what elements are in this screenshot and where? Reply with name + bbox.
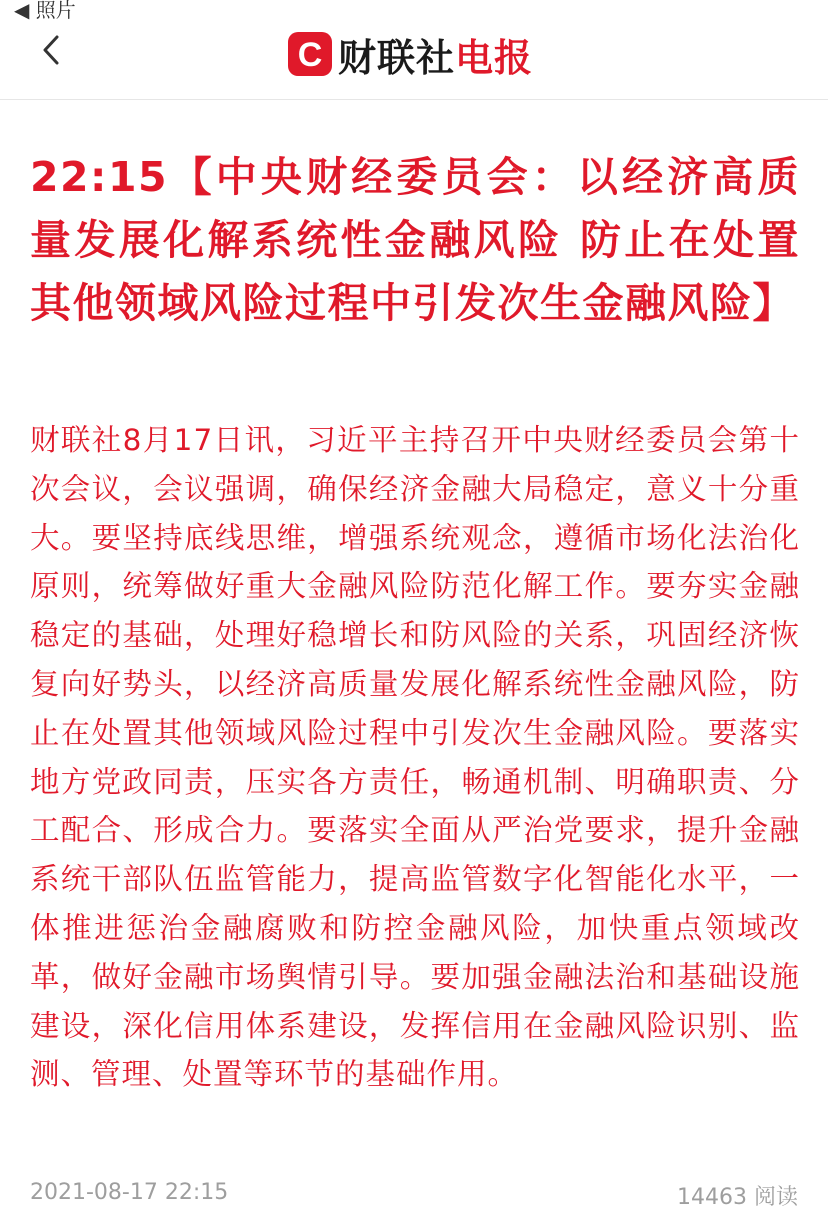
brand-name-part2: 电报 [455,35,534,80]
brand-name-part1: 财联社 [338,35,456,80]
article-date: 2021-08-17 22:15 [30,1180,229,1205]
brand-logo-icon [288,32,332,76]
brand-logo-letter: C [297,35,323,74]
article-body: 财联社8月17日讯，习近平主持召开中央财经委员会第十次会议，会议强调，确保经济金融大局稳定，意义十分重大。要坚持底线思维，增强系统观念，遵循市场化法治化原则，统筹做好重大金融风险防范化解工作。要夯实金融稳定的基础，处理好稳增长和防风险的关系，巩固经济恢复向好势头，以经济高质量发展化解系统性金融风险，防止在处置其他领域风险过程中引发次生金融风险。要落实地方党政同责，压实各方责任，畅通机制、明确职责、分工配合、形成合力。要落实全面从严治党要求，提升金融系统干部队伍监管能力，提高监管数字化智能化水平，一体推进惩治金融腐败和防控金融风险，加快重点领域改革，做好金融市场舆情引导。要加强金融法治和基础设施建设，深化信用体系建设，发挥信用在金融风险识别、监测、管理、处置等环节的基础作用。 [30,423,800,1092]
status-back-label[interactable]: ◀ 照片 [14,0,76,22]
article-headline: 22:15【中央财经委员会：以经济高质量发展化解系统性金融风险 防止在处置其他领域风险过程中引发次生金融风险】 [30,153,800,327]
top-nav-bar [0,0,828,100]
article-read-count: 14463 阅读 [677,1185,798,1210]
brand-name [338,27,533,82]
chevron-left-icon[interactable] [30,28,74,72]
back-button[interactable] [30,28,74,72]
brand-logo-group [288,30,533,78]
